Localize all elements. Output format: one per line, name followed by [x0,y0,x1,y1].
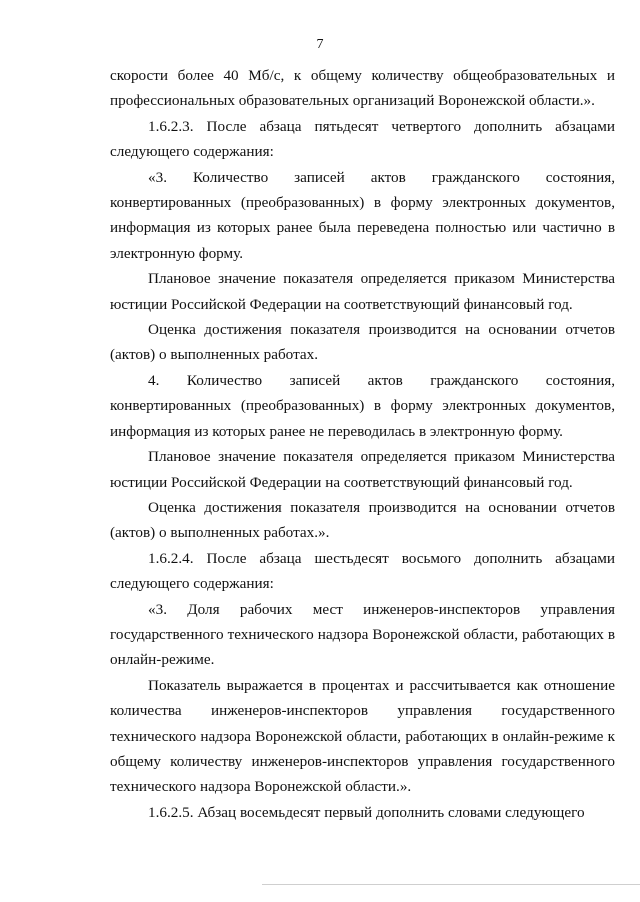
paragraph-6: 4. Количество записей актов гражданского состояния, конвертированных (преобразованных) в форму электронных документов, информация из которых ранее не переводилась в электронную форму. [110,371,615,440]
paragraph-3: «3. Количество записей актов гражданского состояния, конвертированных (преобразованных) в форму электронных документов, информация из которых ранее была переведена полностью или частично в электронную форму. [110,168,615,262]
paragraph-5: Оценка достижения показателя производится на основании отчетов (актов) о выполненных работах. [110,321,615,364]
paragraph-7: Плановое значение показателя определяется приказом Министерства юстиции Российской Федерации на соответствующий финансовый год. [110,448,615,491]
paragraph-12: 1.6.2.5. Абзац восемьдесят первый дополнить словами следующего [148,803,585,821]
page-bottom-divider [262,884,640,885]
page-number: 7 [316,37,324,52]
paragraph-4: Плановое значение показателя определяется приказом Министерства юстиции Российской Федерации на соответствующий финансовый год. [110,270,615,313]
document-body [110,63,615,825]
paragraph-8: Оценка достижения показателя производится на основании отчетов (актов) о выполненных работах.». [110,498,615,542]
paragraph-9: 1.6.2.4. После абзаца шестьдесят восьмого дополнить абзацами следующего содержания: [110,549,615,593]
paragraph-2: 1.6.2.3. После абзаца пятьдесят четвертого дополнить абзацами следующего содержания: [110,117,615,161]
paragraph-11: Показатель выражается в процентах и рассчитывается как отношение количества инженеров-инспекторов управления государственного технического надзора Воронежской области, работающих в онлайн-режиме к общему количеству инженеров-инспекторов управления государственного технического надзора Воронежской области.». [110,676,615,796]
paragraph-10: «3. Доля рабочих мест инженеров-инспекторов управления государственного технического надзора Воронежской области, работающих в онлайн-режиме. [110,600,615,669]
paragraph-1: скорости более 40 Мб/с, к общему количеству общеобразовательных и профессиональных образовательных организаций Воронежской области.». [110,67,615,110]
